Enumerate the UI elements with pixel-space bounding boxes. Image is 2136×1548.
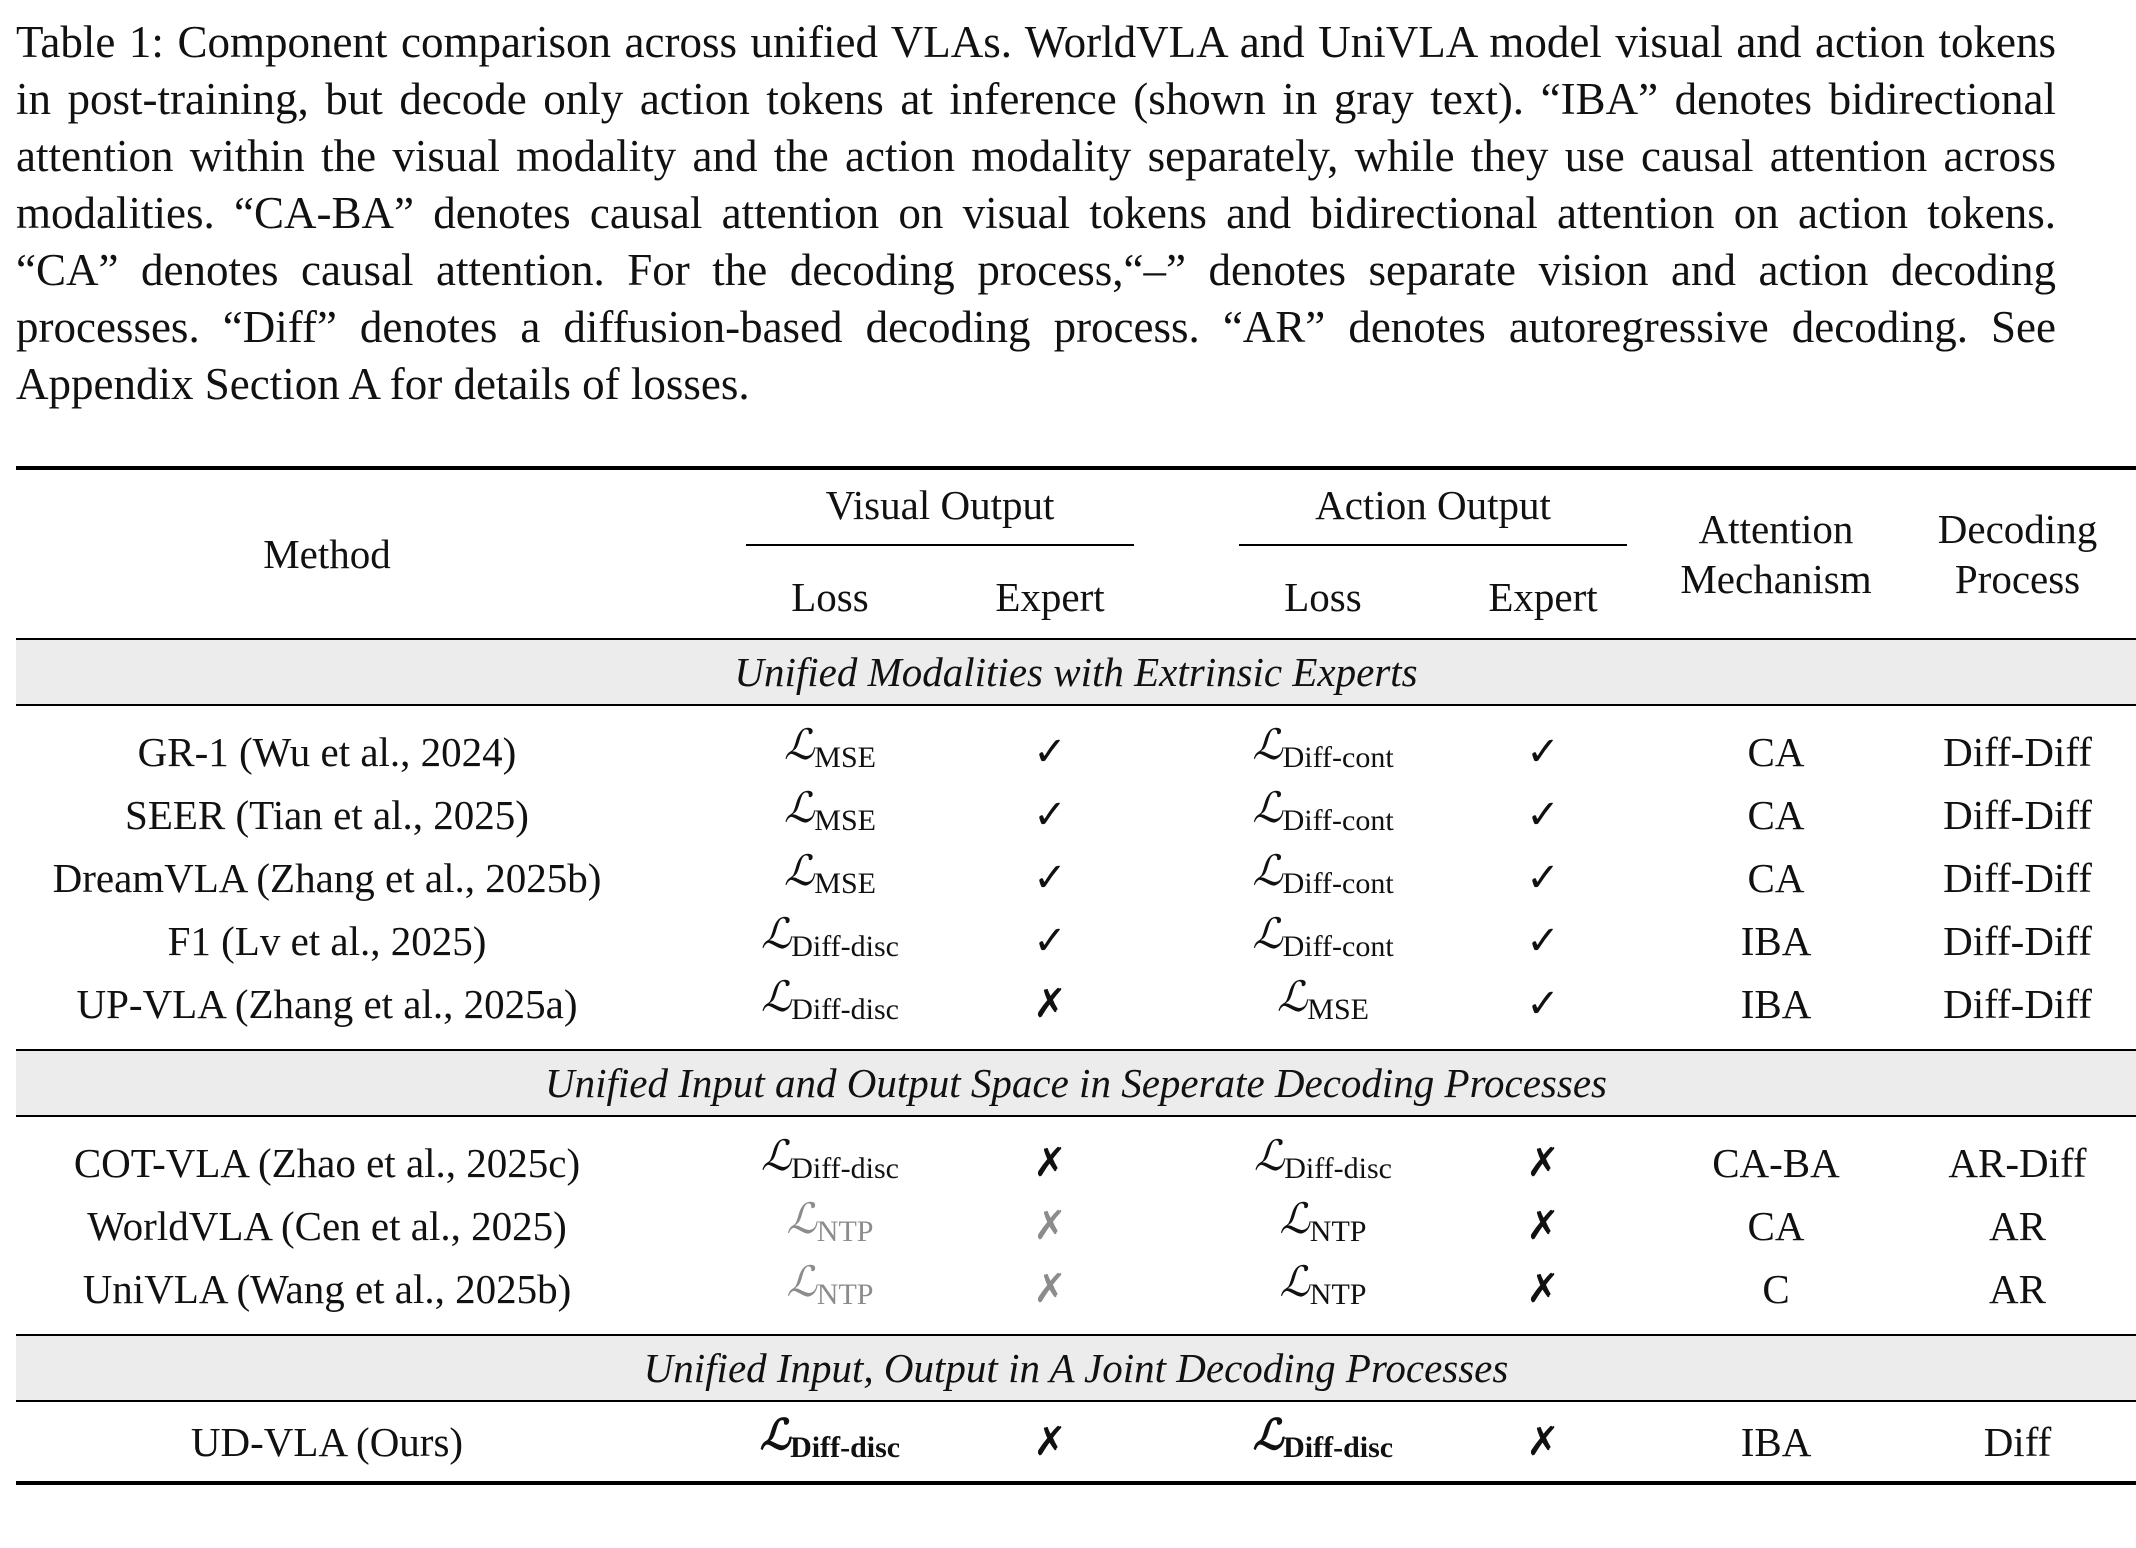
loss-cell xyxy=(1213,909,1433,972)
loss-subscript: NTP xyxy=(816,1278,874,1311)
section-title: Unified Input, Output in A Joint Decoding Processes xyxy=(16,1335,2136,1401)
attention-cell: CA-BA xyxy=(1712,1139,1840,1186)
decoding-cell: Diff-Diff xyxy=(1943,791,2092,838)
visual-expert-cell xyxy=(940,1194,1160,1257)
loss-subscript: Diff-disc xyxy=(791,930,899,963)
loss-symbol: ℒ xyxy=(786,1257,817,1306)
loss-value xyxy=(786,1257,874,1311)
header-visual-expert: Expert xyxy=(995,574,1105,620)
action-expert-cell xyxy=(1433,1131,1653,1194)
attention-cell: IBA xyxy=(1740,980,1812,1027)
spacer-cell xyxy=(1160,1401,1213,1483)
cross-mark: ✗ xyxy=(1033,981,1067,1027)
section-title: Unified Input and Output Space in Seperate Decoding Processes xyxy=(16,1050,2136,1116)
spacer-row xyxy=(16,1035,2136,1050)
action-expert-cell xyxy=(1433,783,1653,846)
header-method: Method xyxy=(263,531,391,577)
loss-symbol: ℒ xyxy=(1279,1194,1310,1243)
loss-cell xyxy=(720,1194,940,1257)
check-mark: ✓ xyxy=(1526,918,1560,964)
table-row xyxy=(16,972,2136,1035)
loss-symbol: ℒ xyxy=(784,783,815,832)
loss-subscript: Diff-disc xyxy=(1283,1431,1394,1464)
section-title: Unified Modalities with Extrinsic Experts xyxy=(16,639,2136,705)
loss-cell xyxy=(1213,1131,1433,1194)
spacer-cell xyxy=(1160,972,1213,1035)
section-header-row xyxy=(16,1050,2136,1116)
action-expert-cell xyxy=(1433,972,1653,1035)
loss-subscript: NTP xyxy=(816,1215,874,1248)
cross-mark: ✗ xyxy=(1033,1203,1067,1249)
spacer-row xyxy=(16,1320,2136,1335)
table-row xyxy=(16,846,2136,909)
method-cell: UniVLA (Wang et al., 2025b) xyxy=(82,1265,572,1312)
spacer-cell xyxy=(638,720,720,783)
loss-cell xyxy=(720,783,940,846)
decoding-cell: Diff-Diff xyxy=(1943,917,2092,964)
method-cell: UP-VLA (Zhang et al., 2025a) xyxy=(76,980,578,1027)
loss-value xyxy=(1252,1410,1394,1464)
header-visual-output xyxy=(720,468,1160,556)
loss-cell xyxy=(1213,1257,1433,1320)
loss-cell xyxy=(1213,972,1433,1035)
visual-expert-cell xyxy=(940,1131,1160,1194)
method-cell: F1 (Lv et al., 2025) xyxy=(167,917,487,964)
loss-symbol: ℒ xyxy=(1252,720,1283,769)
loss-cell xyxy=(720,846,940,909)
method-cell: WorldVLA (Cen et al., 2025) xyxy=(87,1202,567,1249)
table-header xyxy=(16,468,2136,639)
loss-value xyxy=(1279,1194,1367,1248)
loss-subscript: Diff-disc xyxy=(791,993,899,1026)
loss-symbol: ℒ xyxy=(1252,846,1283,895)
method-cell: COT-VLA (Zhao et al., 2025c) xyxy=(73,1139,581,1186)
action-output-label: Action Output xyxy=(1239,480,1627,546)
loss-value xyxy=(1277,972,1369,1026)
check-mark: ✓ xyxy=(1033,792,1067,838)
comparison-table xyxy=(16,466,2136,1485)
loss-symbol: ℒ xyxy=(784,720,815,769)
loss-value xyxy=(1253,1131,1392,1185)
check-mark: ✓ xyxy=(1526,981,1560,1027)
decoding-cell: AR-Diff xyxy=(1948,1139,2087,1186)
spacer-cell xyxy=(1160,720,1213,783)
loss-symbol: ℒ xyxy=(786,1194,817,1243)
spacer-row xyxy=(16,1116,2136,1131)
loss-value xyxy=(784,720,876,774)
loss-value xyxy=(784,783,876,837)
visual-expert-cell xyxy=(940,783,1160,846)
loss-subscript: Diff-cont xyxy=(1282,804,1394,837)
decoding-cell: Diff-Diff xyxy=(1943,854,2092,901)
loss-value xyxy=(1252,720,1394,774)
cross-mark: ✗ xyxy=(1033,1419,1067,1465)
loss-cell xyxy=(720,720,940,783)
decoding-cell: AR xyxy=(1989,1202,2046,1249)
loss-symbol: ℒ xyxy=(1277,972,1308,1021)
header-decoding-line1: Decoding xyxy=(1937,506,2098,552)
attention-cell: IBA xyxy=(1740,917,1812,964)
attention-cell: CA xyxy=(1747,728,1805,775)
spacer-row xyxy=(16,705,2136,720)
check-mark: ✓ xyxy=(1526,792,1560,838)
loss-symbol: ℒ xyxy=(1252,1410,1284,1459)
loss-subscript: Diff-disc xyxy=(791,1152,899,1185)
header-decoding-line2: Process xyxy=(1954,556,2081,602)
visual-expert-cell xyxy=(940,846,1160,909)
loss-symbol: ℒ xyxy=(760,972,792,1021)
header-action-output xyxy=(1213,468,1653,556)
loss-cell xyxy=(1213,1194,1433,1257)
table-row xyxy=(16,1131,2136,1194)
attention-cell: CA xyxy=(1747,791,1805,838)
loss-value xyxy=(1279,1257,1367,1311)
loss-subscript: Diff-disc xyxy=(790,1431,901,1464)
loss-value xyxy=(784,846,876,900)
loss-subscript: NTP xyxy=(1309,1278,1367,1311)
spacer-cell xyxy=(638,1194,720,1257)
loss-cell xyxy=(720,972,940,1035)
loss-cell xyxy=(720,1401,940,1483)
method-cell: DreamVLA (Zhang et al., 2025b) xyxy=(52,854,602,901)
table-row xyxy=(16,909,2136,972)
loss-subscript: Diff-cont xyxy=(1282,867,1394,900)
section-header-row xyxy=(16,639,2136,705)
spacer-cell xyxy=(1160,1131,1213,1194)
check-mark: ✓ xyxy=(1033,729,1067,775)
loss-cell xyxy=(1213,846,1433,909)
spacer-cell xyxy=(1160,783,1213,846)
attention-cell: CA xyxy=(1747,854,1805,901)
decoding-cell: AR xyxy=(1989,1265,2046,1312)
spacer-cell xyxy=(638,1401,720,1483)
spacer-cell xyxy=(1160,1257,1213,1320)
method-cell: SEER (Tian et al., 2025) xyxy=(125,791,529,838)
loss-subscript: NTP xyxy=(1309,1215,1367,1248)
loss-cell xyxy=(720,1131,940,1194)
cross-mark: ✗ xyxy=(1526,1203,1560,1249)
attention-cell: C xyxy=(1762,1265,1790,1312)
loss-subscript: MSE xyxy=(814,804,876,837)
check-mark: ✓ xyxy=(1526,729,1560,775)
action-expert-cell xyxy=(1433,1401,1653,1483)
section-header-row xyxy=(16,1335,2136,1401)
loss-symbol: ℒ xyxy=(1252,783,1283,832)
loss-subscript: Diff-disc xyxy=(1284,1152,1392,1185)
spacer-cell xyxy=(638,1131,720,1194)
spacer-cell xyxy=(638,909,720,972)
loss-cell xyxy=(720,1257,940,1320)
method-cell: GR-1 (Wu et al., 2024) xyxy=(137,728,517,775)
method-cell: UD-VLA (Ours) xyxy=(190,1418,464,1465)
loss-cell xyxy=(1213,783,1433,846)
header-attention xyxy=(1653,468,1899,639)
table-row xyxy=(16,1194,2136,1257)
loss-value xyxy=(786,1194,874,1248)
table-body xyxy=(16,639,2136,1483)
header-action-expert: Expert xyxy=(1488,574,1598,620)
loss-subscript: Diff-cont xyxy=(1282,930,1394,963)
spacer-cell xyxy=(638,846,720,909)
cross-mark: ✗ xyxy=(1033,1266,1067,1312)
spacer-cell xyxy=(1160,909,1213,972)
loss-subscript: MSE xyxy=(814,867,876,900)
check-mark: ✓ xyxy=(1526,855,1560,901)
loss-value xyxy=(1252,846,1394,900)
visual-expert-cell xyxy=(940,1401,1160,1483)
table-row xyxy=(16,783,2136,846)
spacer-cell xyxy=(1160,1194,1213,1257)
table-row xyxy=(16,1401,2136,1483)
loss-value xyxy=(1252,909,1394,963)
action-expert-cell xyxy=(1433,1194,1653,1257)
action-expert-cell xyxy=(1433,1257,1653,1320)
loss-cell xyxy=(1213,720,1433,783)
check-mark: ✓ xyxy=(1033,918,1067,964)
action-expert-cell xyxy=(1433,720,1653,783)
loss-value xyxy=(760,972,899,1026)
attention-cell: IBA xyxy=(1740,1418,1812,1465)
action-expert-cell xyxy=(1433,846,1653,909)
table-caption: Table 1: Component comparison across unified VLAs. WorldVLA and UniVLA model visual and action tokens in post-training, but decode only action tokens at inference (shown in gray text). “IBA” denotes bidirectional attention within the visual modality and the action modality separately, while they use causal attention across modalities. “CA-BA” denotes causal attention on visual tokens and bidirectional attention on action tokens. “CA” denotes causal attention. For the decoding process,“–” denotes separate vision and action decoding processes. “Diff” denotes a diffusion-based decoding process. “AR” denotes autoregressive decoding. See Appendix Section A for details of losses. xyxy=(16,17,2056,409)
loss-symbol: ℒ xyxy=(784,846,815,895)
visual-output-label: Visual Output xyxy=(746,480,1134,546)
header-attention-line1: Attention xyxy=(1698,506,1854,552)
attention-cell: CA xyxy=(1747,1202,1805,1249)
header-visual-loss: Loss xyxy=(791,574,869,620)
loss-symbol: ℒ xyxy=(1252,909,1283,958)
check-mark: ✓ xyxy=(1033,855,1067,901)
spacer-cell xyxy=(638,1257,720,1320)
decoding-cell: Diff-Diff xyxy=(1943,980,2092,1027)
loss-value xyxy=(760,1131,899,1185)
spacer-cell xyxy=(638,972,720,1035)
loss-subscript: Diff-cont xyxy=(1282,741,1394,774)
cross-mark: ✗ xyxy=(1526,1266,1560,1312)
loss-symbol: ℒ xyxy=(1253,1131,1285,1180)
loss-value xyxy=(759,1410,901,1464)
visual-expert-cell xyxy=(940,972,1160,1035)
loss-symbol: ℒ xyxy=(760,909,792,958)
action-expert-cell xyxy=(1433,909,1653,972)
decoding-cell: Diff xyxy=(1983,1418,2052,1465)
loss-symbol: ℒ xyxy=(1279,1257,1310,1306)
spacer-cell xyxy=(1160,846,1213,909)
loss-cell xyxy=(1213,1401,1433,1483)
header-decoding xyxy=(1899,468,2136,639)
visual-expert-cell xyxy=(940,720,1160,783)
loss-symbol: ℒ xyxy=(759,1410,791,1459)
loss-symbol: ℒ xyxy=(760,1131,792,1180)
loss-subscript: MSE xyxy=(814,741,876,774)
loss-cell xyxy=(720,909,940,972)
table-row xyxy=(16,1257,2136,1320)
cross-mark: ✗ xyxy=(1526,1140,1560,1186)
loss-value xyxy=(760,909,899,963)
header-action-loss: Loss xyxy=(1284,574,1362,620)
decoding-cell: Diff-Diff xyxy=(1943,728,2092,775)
cross-mark: ✗ xyxy=(1033,1140,1067,1186)
loss-subscript: MSE xyxy=(1307,993,1369,1026)
table-row xyxy=(16,720,2136,783)
header-attention-line2: Mechanism xyxy=(1680,556,1872,602)
visual-expert-cell xyxy=(940,909,1160,972)
loss-value xyxy=(1252,783,1394,837)
spacer-cell xyxy=(638,783,720,846)
visual-expert-cell xyxy=(940,1257,1160,1320)
cross-mark: ✗ xyxy=(1526,1419,1560,1465)
